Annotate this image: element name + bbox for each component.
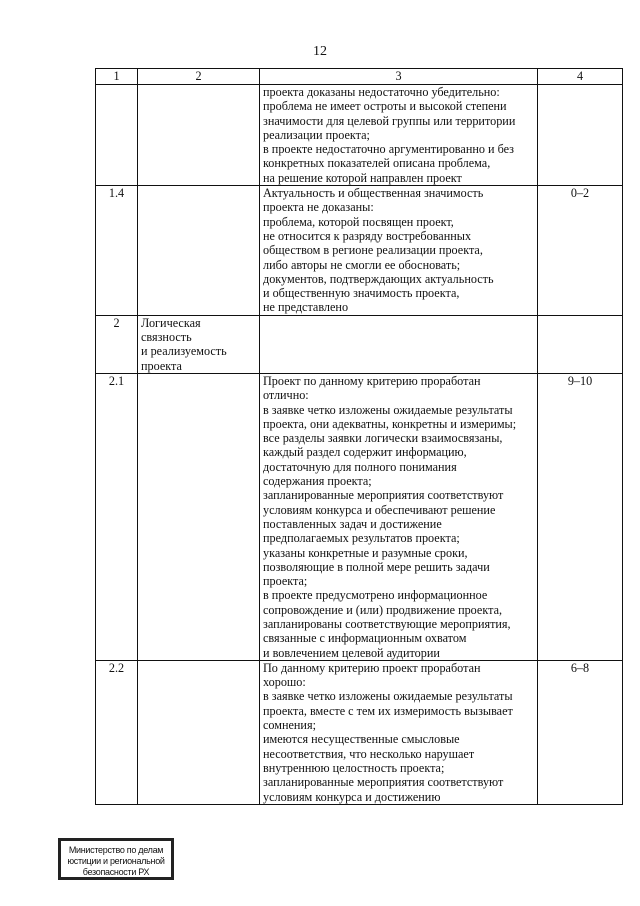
description-line: и общественную значимость проекта, <box>263 286 460 301</box>
description-line: не относится к разряду востребованных <box>263 228 472 243</box>
description-line: запланированные мероприятия соответствуют <box>263 775 504 790</box>
description-line: документов, подтверждающих актуальность <box>263 271 494 286</box>
description-line: сомнения; <box>263 718 316 733</box>
cell-score: 9–10 <box>538 373 623 660</box>
description-line: в проекте недостаточно аргументированно и без <box>263 142 514 157</box>
description-line: хорошо: <box>263 675 306 690</box>
description-line: и вовлечением целевой аудитории <box>263 645 440 660</box>
description-line: значимости для целевой группы или территории <box>263 113 516 128</box>
description-line: Актуальность и общественная значимость <box>263 186 484 201</box>
description-line: конкретных показателей описана проблема, <box>263 156 491 171</box>
description-line: в проекте предусмотрено информационное <box>263 588 488 603</box>
table-row <box>96 315 623 373</box>
description-line: проекта, они адекватны, конкретны и измеримы; <box>263 416 517 431</box>
cell-description <box>260 186 538 316</box>
cell-description <box>260 85 538 186</box>
description-line: условиям конкурса и достижению <box>263 789 441 804</box>
description-line: все разделы заявки логически взаимосвязаны, <box>263 431 503 446</box>
description-line: запланированы соответствующие мероприятия, <box>263 616 511 631</box>
description-line: запланированные мероприятия соответствуют <box>263 488 504 503</box>
cell-score: 6–8 <box>538 660 623 804</box>
description-line: проблема не имеет остроты и высокой степени <box>263 99 507 114</box>
description-line: условиям конкурса и обеспечивают решение <box>263 502 496 517</box>
description-line: По данному критерию проект проработан <box>263 660 481 675</box>
description-line: проекта; <box>263 574 308 589</box>
description-line: Проект по данному критерию проработан <box>263 373 481 388</box>
criterion-name-line: и реализуемость <box>141 344 227 359</box>
table-row <box>96 373 623 660</box>
description-line: проекта доказаны недостаточно убедительно: <box>263 85 500 99</box>
stamp-line: безопасности РХ <box>82 867 150 877</box>
description-line: либо авторы не смогли ее обосновать; <box>263 257 461 272</box>
description-line: проблема, которой посвящен проект, <box>263 214 454 229</box>
description-line: достаточную для полного понимания <box>263 459 457 474</box>
table-row <box>96 660 623 804</box>
stamp-line: Министерство по делам <box>68 845 164 855</box>
description-line: в заявке четко изложены ожидаемые результаты <box>263 402 513 417</box>
column-header-1: 1 <box>96 69 138 85</box>
criterion-name-line: проекта <box>141 358 182 373</box>
cell-criterion-name <box>138 85 260 186</box>
cell-description <box>260 373 538 660</box>
description-line: не представлено <box>263 300 349 315</box>
table-body <box>96 85 623 805</box>
criterion-name-line: связность <box>141 330 192 345</box>
cell-criterion-name <box>138 373 260 660</box>
column-header-2: 2 <box>138 69 260 85</box>
criteria-table <box>95 68 623 805</box>
cell-description <box>260 315 538 373</box>
description-line: содержания проекта; <box>263 474 372 489</box>
cell-criterion-name <box>138 315 260 373</box>
table-row <box>96 186 623 316</box>
page-number: 12 <box>313 44 327 59</box>
table-header-row <box>96 69 623 85</box>
description-line: указаны конкретные и разумные сроки, <box>263 545 468 560</box>
description-line: в заявке четко изложены ожидаемые результаты <box>263 689 513 704</box>
description-line: проекта не доказаны: <box>263 200 374 215</box>
description-line: проекта, вместе с тем их измеримость вызывает <box>263 703 513 718</box>
cell-number: 2.2 <box>96 660 138 804</box>
description-line: обществом в регионе реализации проекта, <box>263 243 483 258</box>
description-line: поставленных задач и достижение <box>263 516 442 531</box>
cell-number: 1.4 <box>96 186 138 316</box>
column-header-3: 3 <box>260 69 538 85</box>
cell-number: 2.1 <box>96 373 138 660</box>
cell-score <box>538 315 623 373</box>
cell-number: 2 <box>96 315 138 373</box>
cell-number <box>96 85 138 186</box>
cell-score: 0–2 <box>538 186 623 316</box>
description-line: имеются несущественные смысловые <box>263 732 460 747</box>
description-line: каждый раздел содержит информацию, <box>263 445 467 460</box>
cell-criterion-name <box>138 186 260 316</box>
cell-description <box>260 660 538 804</box>
description-line: внутреннюю целостность проекта; <box>263 760 445 775</box>
column-header-4: 4 <box>538 69 623 85</box>
description-line: на решение которой направлен проект <box>263 170 462 185</box>
description-line: предполагаемых результатов проекта; <box>263 531 460 546</box>
description-line: сопровождение и (или) продвижение проекта, <box>263 602 503 617</box>
ministry-stamp <box>58 838 174 880</box>
description-line: позволяющие в полной мере решить задачи <box>263 559 490 574</box>
cell-criterion-name <box>138 660 260 804</box>
description-line: несоответствия, что несколько нарушает <box>263 746 475 761</box>
description-line: связанные с информационным охватом <box>263 631 467 646</box>
stamp-line: юстиции и региональной <box>67 856 165 866</box>
description-line: реализации проекта; <box>263 127 370 142</box>
cell-score <box>538 85 623 186</box>
table-row <box>96 85 623 186</box>
description-line: отлично: <box>263 388 309 403</box>
criterion-name-line: Логическая <box>141 315 201 330</box>
